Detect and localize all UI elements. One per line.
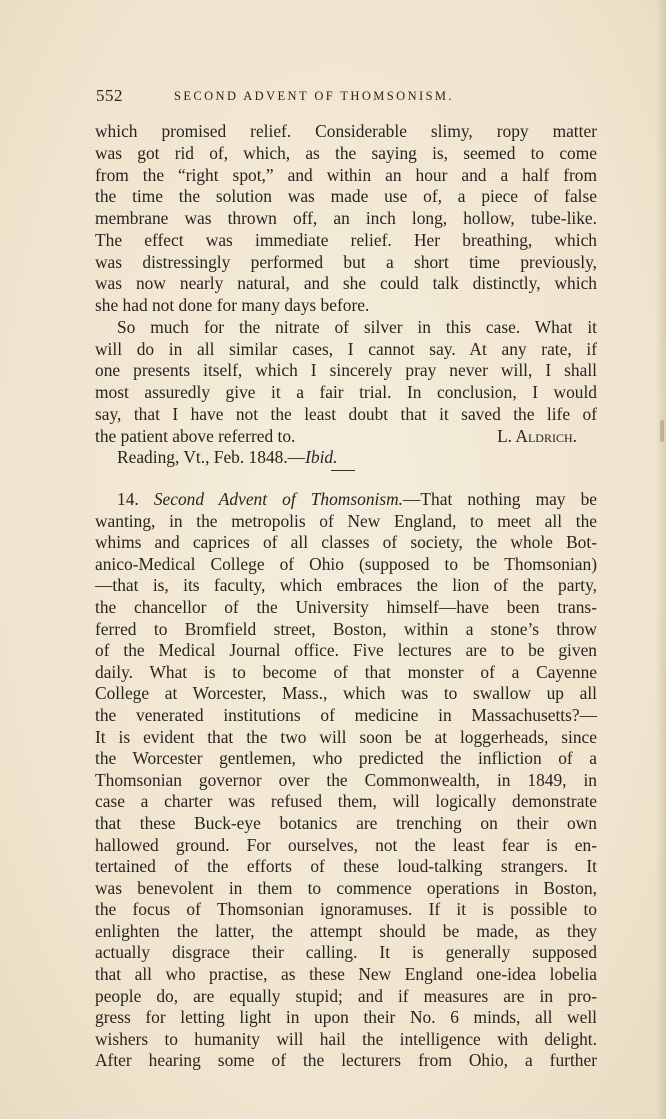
text-line: case a charter was refused them, will logically demonstrate bbox=[95, 791, 597, 812]
section-divider bbox=[331, 470, 355, 471]
dateline-source: Ibid. bbox=[305, 447, 338, 468]
text-line: the focus of Thomsonian ignoramuses. If it is possible to bbox=[95, 899, 597, 920]
dateline-text: Reading, Vt., Feb. 1848.— bbox=[117, 447, 306, 468]
text-line: actually disgrace their calling. It is generally supposed bbox=[95, 942, 597, 963]
text-line: was got rid of, which, as the saying is, seemed to come bbox=[95, 142, 597, 163]
signature-line bbox=[95, 426, 597, 448]
signature: L. Aldrich. bbox=[497, 425, 577, 446]
text-line: enlighten the latter, the attempt should be made, as they bbox=[95, 920, 597, 941]
text-line: will do in all similar cases, I cannot say. At any rate, if bbox=[95, 338, 597, 359]
text-line: wishers to humanity will hail the intelligence with delight. bbox=[95, 1028, 597, 1049]
text-line: So much for the nitrate of silver in this case. What it bbox=[117, 316, 597, 337]
article-title: Second Advent of Thomsonism. bbox=[153, 489, 404, 509]
text-line: Thomsonian governor over the Commonwealth, in 1849, in bbox=[95, 769, 597, 790]
text-line: of the Medical Journal office. Five lectures are to be given bbox=[95, 640, 597, 661]
text-line: wanting, in the metropolis of New England, to meet all the bbox=[95, 510, 597, 531]
text-line: tertained of the efforts of these loud-talking strangers. It bbox=[95, 856, 597, 877]
page-number: 552 bbox=[96, 86, 123, 105]
text-line: It is evident that the two will soon be at loggerheads, since bbox=[95, 726, 597, 747]
aldrich-letter-ending bbox=[95, 121, 597, 469]
running-head: SECOND ADVENT OF THOMSONISM. bbox=[174, 89, 454, 103]
text-line: the venerated institutions of medicine in Massachusetts?— bbox=[95, 704, 597, 725]
text-line: gress for letting light in upon their No. 6 minds, all well bbox=[95, 1007, 597, 1028]
text-line: most assuredly give it a fair trial. In conclusion, I would bbox=[95, 382, 597, 402]
text-line: daily. What is to become of that monster of a Cayenne bbox=[95, 661, 597, 682]
text-line: say, that I have not the least doubt that it saved the life of bbox=[95, 403, 597, 424]
sig-line-text: the patient above referred to. bbox=[95, 425, 296, 446]
text-line: The effect was immediate relief. Her breathing, which bbox=[95, 229, 597, 250]
text-line: people do, are equally stupid; and if measures are in pro- bbox=[95, 985, 597, 1006]
article-first-line-rest: —That nothing may be bbox=[403, 489, 597, 509]
dateline bbox=[95, 447, 597, 469]
article-first-line bbox=[95, 489, 597, 511]
text-line: she had not done for many days before. bbox=[95, 295, 370, 315]
text-line: the chancellor of the University himself—have been trans- bbox=[95, 596, 597, 617]
text-line: was benevolent in them to commence operations in Boston, bbox=[95, 877, 597, 898]
text-line: hallowed ground. For ourselves, not the least fear is en- bbox=[95, 834, 597, 855]
article-second-advent bbox=[95, 489, 597, 1072]
text-line: that these Buck-eye botanics are trenching on their own bbox=[95, 812, 597, 833]
text-line: College at Worcester, Mass., which was to swallow up all bbox=[95, 683, 597, 704]
text-line: the Worcester gentlemen, who predicted the infliction of a bbox=[95, 748, 597, 769]
text-line: the time the solution was made use of, a piece of false bbox=[95, 186, 597, 207]
article-number: 14. bbox=[117, 489, 139, 509]
text-line: —that is, its faculty, which embraces the lion of the party, bbox=[95, 575, 597, 596]
page-edge-shadow bbox=[656, 0, 666, 1119]
text-line: whims and caprices of all classes of society, the whole Bot- bbox=[95, 532, 597, 553]
text-line: was now nearly natural, and she could talk distinctly, which bbox=[95, 273, 597, 294]
text-line: anico-Medical College of Ohio (supposed to be Thomsonian) bbox=[95, 553, 597, 574]
text-line: After hearing some of the lecturers from Ohio, a further bbox=[95, 1050, 597, 1071]
page-header bbox=[96, 86, 528, 112]
text-line: ferred to Bromfield street, Boston, within a stone’s throw bbox=[95, 618, 597, 639]
text-line: was distressingly performed but a short time previously, bbox=[95, 251, 597, 272]
text-line: one presents itself, which I sincerely pray never will, I shall bbox=[95, 360, 597, 381]
text-line: from the “right spot,” and within an hour and a half from bbox=[95, 164, 597, 185]
text-line: which promised relief. Considerable slimy, ropy matter bbox=[95, 121, 597, 141]
text-line: that all who practise, as these New England one-idea lobelia bbox=[95, 964, 597, 985]
text-line: membrane was thrown off, an inch long, hollow, tube-like. bbox=[95, 208, 597, 228]
